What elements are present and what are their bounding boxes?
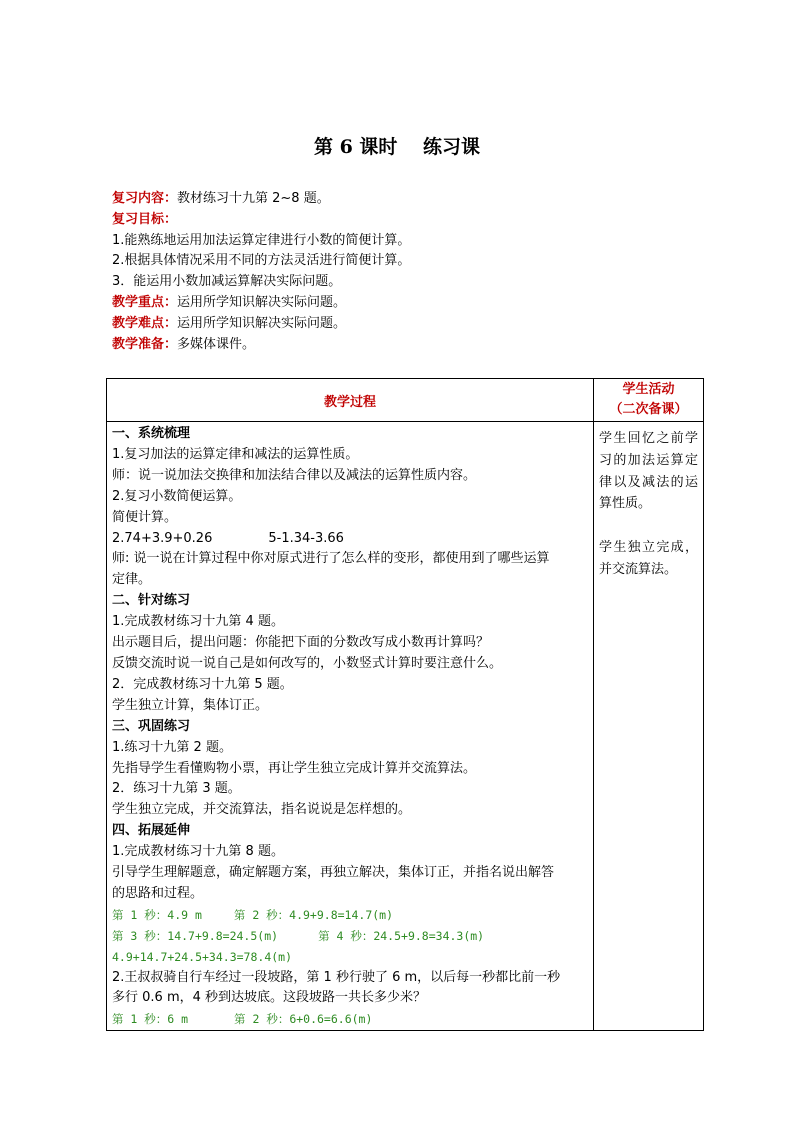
- student-activity-note: 学生回忆之前学习的加法运算定律以及减法的运算性质。: [599, 431, 698, 512]
- process-line: 简便计算。: [112, 509, 178, 525]
- process-line: 2．完成教材练习十九第 5 题。: [112, 676, 293, 692]
- solution-step: 第 4 秒：24.5+9.8=34.3(m): [318, 928, 485, 943]
- teaching-process-cell: [107, 422, 594, 1031]
- teaching-key-text: 运用所学知识解决实际问题。: [177, 294, 347, 310]
- process-line: 出示题目后，提出问题：你能把下面的分数改写成小数再计算吗？: [112, 635, 490, 651]
- page-title: 第 6 课时 练习课: [313, 136, 481, 158]
- process-line: 定律。: [112, 572, 152, 588]
- process-line: 2.复习小数简便运算。: [112, 488, 242, 504]
- process-line: 2.王叔叔骑自行车经过一段坡路，第 1 秒行驶了 6 m，以后每一秒都比前一秒: [112, 969, 561, 985]
- teaching-key-label: 教学重点：: [112, 294, 178, 310]
- student-activity-header-line1: 学生活动: [622, 382, 675, 397]
- process-line: 1.练习十九第 2 题。: [112, 739, 232, 755]
- solution-line: [112, 926, 588, 947]
- process-line: 的思路和过程。: [112, 885, 204, 901]
- teaching-difficulty-text: 运用所学知识解决实际问题。: [177, 315, 347, 331]
- solution-step: 第 1 秒：4.9 m: [112, 907, 202, 922]
- student-activity-header: [594, 379, 704, 422]
- section-heading: 二、针对练习: [112, 593, 191, 609]
- solution-line: [112, 905, 588, 926]
- review-content-line: [112, 189, 712, 210]
- goal-item: 3．能运用小数加减运算解决实际问题。: [112, 274, 342, 290]
- process-line: 师：说一说加法交换律和加法结合律以及减法的运算性质内容。: [112, 467, 477, 483]
- goal-item: 2.根据具体情况采用不同的方法灵活进行简便计算。: [112, 253, 411, 269]
- section-heading: 三、巩固练习: [112, 718, 191, 734]
- process-line: 学生独立计算，集体订正。: [112, 697, 269, 713]
- solution-step: 第 2 秒：6+0.6=6.6(m): [234, 1012, 373, 1027]
- process-line: 学生独立完成，并交流算法，指名说说是怎样想的。: [112, 802, 412, 818]
- lesson-plan-table: [106, 378, 704, 1031]
- solution-total: 4.9+14.7+24.5+34.3=78.4(m): [112, 949, 293, 964]
- process-line: 1.复习加法的运算定律和减法的运算性质。: [112, 446, 359, 462]
- lesson-header: [112, 189, 712, 355]
- teaching-difficulty-line: [112, 314, 712, 335]
- teaching-prep-label: 教学准备：: [112, 336, 178, 352]
- table-body-row: [107, 422, 704, 1031]
- goal-item: 1.能熟练地运用加法运算定律进行小数的简便计算。: [112, 232, 411, 248]
- table-header-row: [107, 379, 704, 422]
- process-line: 多行 0.6 m，4 秒到达坡底。这段坡路一共长多少米？: [112, 990, 427, 1006]
- expression-2: 5-1.34-3.66: [268, 530, 344, 546]
- teaching-key-line: [112, 293, 712, 314]
- teaching-prep-line: [112, 335, 712, 356]
- solution-step: 第 1 秒：6 m: [112, 1012, 189, 1027]
- process-line: 师: 说一说在计算过程中你对原式进行了怎么样的变形，都使用到了哪些运算: [112, 551, 550, 567]
- student-activity-note: 学生独立完成，并交流算法。: [599, 539, 698, 577]
- teaching-prep-text: 多媒体课件。: [177, 336, 256, 352]
- review-content-text: 教材练习十九第 2~8 题。: [177, 191, 330, 206]
- process-line: 先指导学生看懂购物小票，再让学生独立完成计算并交流算法。: [112, 760, 477, 776]
- student-activity-cell: [594, 422, 704, 1031]
- expression-1: 2.74+3.9+0.26: [112, 530, 213, 546]
- section-heading: 四、拓展延伸: [112, 823, 191, 839]
- process-line: 1.完成教材练习十九第 4 题。: [112, 614, 284, 630]
- process-line: 1.完成教材练习十九第 8 题。: [112, 844, 284, 860]
- solution-step: 第 2 秒：4.9+9.8=14.7(m): [233, 907, 394, 922]
- teaching-difficulty-label: 教学难点：: [112, 315, 178, 331]
- process-line: 反馈交流时说一说自己是如何改写的，小数竖式计算时要注意什么。: [112, 655, 503, 671]
- solution-step: 第 3 秒：14.7+9.8=24.5(m): [112, 928, 279, 943]
- review-content-label: 复习内容：: [112, 191, 178, 206]
- student-activity-header-line2: （二次备课）: [609, 402, 688, 417]
- process-line: 2．练习十九第 3 题。: [112, 781, 241, 797]
- process-line: 引导学生理解题意，确定解题方案，再独立解决，集体订正，并指名说出解答: [112, 865, 555, 881]
- teaching-process-header: 教学过程: [107, 379, 594, 422]
- expression-line: [112, 529, 588, 550]
- section-heading: 一、系统梳理: [112, 426, 191, 441]
- solution-line: [112, 1009, 588, 1030]
- review-goal-label: 复习目标：: [112, 211, 178, 227]
- review-goal-line: [112, 210, 712, 231]
